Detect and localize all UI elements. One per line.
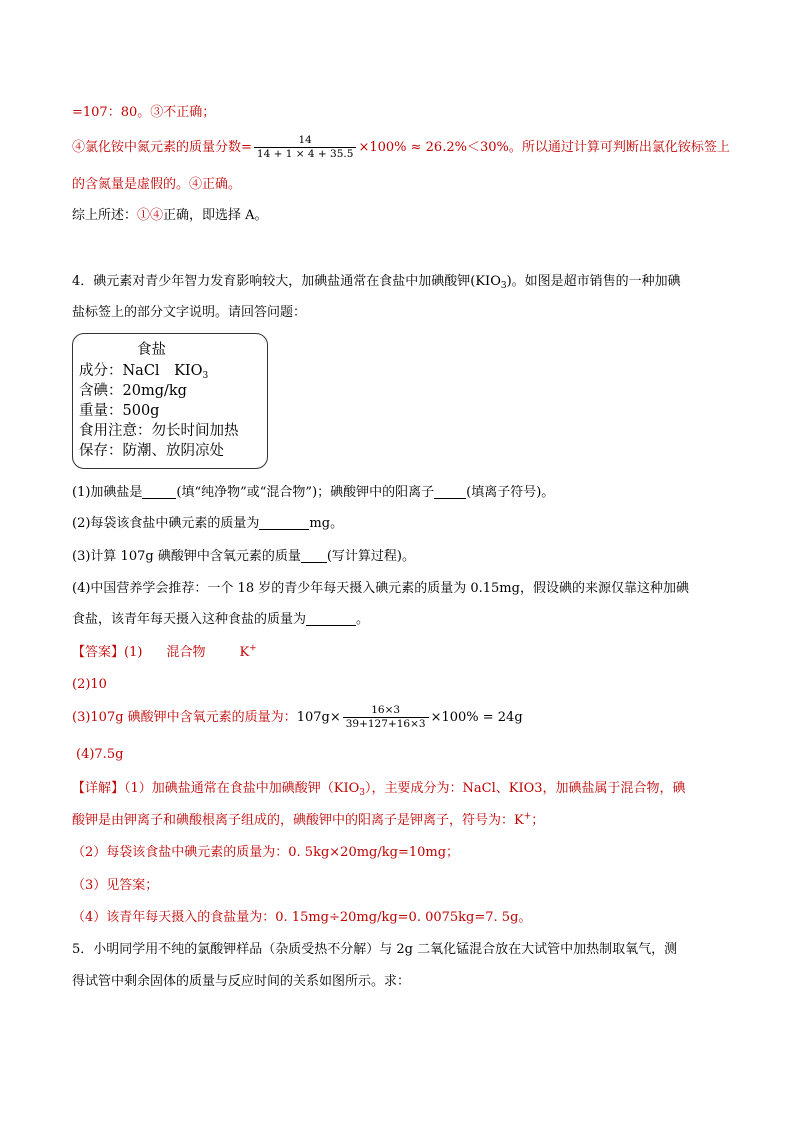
answer-1-value-2: K [239,645,250,660]
answer-tag: 【答案】 [72,645,125,660]
part-3-lead: (3)计算 107g 碘酸钾中含氧元素的质量 [72,549,301,564]
answer-1-value-1: 混合物 [166,645,206,660]
detail-line-3: （2）每袋该食盐中碘元素的质量为：0. 5kg×20mg/kg=10mg； [72,845,460,860]
fraction-denominator: 39+127+16×3 [343,717,429,731]
nitrogen-fraction [254,134,357,161]
q4-part-2 [72,515,343,533]
part-4-lead: 食盐，该青年每天摄入这种食盐的质量为 [72,612,307,627]
part-1-mid: (填“纯净物”或“混合物”)；碘酸钾中的阳离子 [176,485,435,500]
answer-line-4: (4)7.5g [76,747,124,762]
q4-part-1 [72,484,554,502]
detail-tag: 【详解】 [72,781,125,796]
salt-label-box [72,333,268,469]
detail-2-superscript: + [523,811,532,822]
q4-stem-line-2: 盐标签上的部分文字说明。请回答问题： [72,305,307,320]
part-1-tail: (填离子符号)。 [466,485,555,500]
answer-1-superscript: + [249,643,257,654]
q4-stem-text-end: )。如图是超市销售的一种加碘 [506,274,681,289]
oxygen-fraction [343,704,429,731]
salt-label-weight: 重量：500g [79,403,160,419]
answer-blank[interactable] [306,611,356,626]
part-2-lead: (2)每袋该食盐中碘元素的质量为 [72,516,260,531]
prev-line-1: =107：80。③不正确； [72,105,216,120]
fraction-numerator: 14 [298,134,312,146]
answer-blank[interactable] [301,548,327,563]
answer-3-lead: (3)107g 碘酸钾中含氧元素的质量为： [72,710,297,725]
q4-part-4-line-1: (4)中国营养学会推荐：一个 18 岁的青少年每天摄入碘元素的质量为 0.15mg，假设碘的来源仅靠这种加碘 [72,581,689,596]
ingredients-subscript: 3 [202,371,209,381]
prev-line-2-lead: ④氯化铵中氮元素的质量分数= [72,140,252,155]
fraction-denominator: 14 + 1 × 4 + 35.5 [254,147,357,161]
detail-2-lead: 酸钾是由钾离子和碘酸根离子组成的，碘酸钾中的阳离子是钾离子，符号为：K [72,813,524,828]
detail-line-1 [72,780,686,802]
answer-blank[interactable] [142,484,176,499]
detail-line-2 [72,812,544,830]
part-3-tail: (写计算过程)。 [326,549,415,564]
part-4-tail: 。 [356,612,370,627]
summary-tail: 正确，即选择 A。 [163,208,268,223]
answer-line-1 [72,644,257,662]
summary-lead: 综上所述： [72,208,138,223]
q4-stem-text: 4．碘元素对青少年智力发育影响较大，加碘盐通常在食盐中加碘酸钾(KIO [72,274,501,289]
answer-3-mass: 107g× [296,710,341,725]
salt-label-title: 食盐 [137,342,166,358]
answer-line-3 [72,704,523,732]
q4-stem-line-1 [72,273,681,295]
q4-part-3 [72,548,415,566]
q5-line-1: 5．小明同学用不纯的氯酸钾样品（杂质受热不分解）与 2g 二氧化锰混合放在大试管中加热制取氧气，测 [72,942,678,957]
q4-part-4-line-2 [72,611,369,629]
prev-line-2-tail: ×100% ≈ 26.2%＜30%。所以通过计算可判断出氯化铵标签上 [358,140,730,155]
q4-stem-subscript: 3 [500,281,507,291]
detail-1-tail: ），主要成分为：NaCl、KIO3，加碘盐属于混合物，碘 [365,781,686,796]
detail-1-subscript: 3 [359,788,366,798]
answer-3-result: ×100% = 24g [430,710,523,725]
detail-2-tail: ； [531,813,545,828]
answer-1-number: (1) [124,645,143,660]
prev-line-2 [72,134,730,162]
q5-line-2: 得试管中剩余固体的质量与反应时间的关系如图所示。求： [72,974,411,989]
part-1-lead: (1)加碘盐是 [72,485,143,500]
fraction-numerator: 16×3 [371,704,401,716]
answer-blank[interactable] [259,515,309,530]
detail-line-5: （4）该青年每天摄入的食盐量为：0. 15mg÷20mg/kg=0. 0075kg=7. 5g。 [72,910,532,925]
detail-line-4: （3）见答案； [72,878,159,893]
salt-label-usage: 食用注意：勿长时间加热 [79,423,239,439]
answer-line-2: (2)10 [72,677,107,692]
detail-1-lead: （1）加碘盐通常在食盐中加碘酸钾（KIO [124,781,360,796]
part-2-tail: mg。 [309,516,344,531]
prev-line-3: 的含氮量是虚假的。④正确。 [72,177,242,192]
prev-line-4 [72,207,268,225]
ingredients-text: 成分：NaCl KIO [79,363,203,379]
salt-label-storage: 保存：防潮、放阴凉处 [79,443,224,459]
salt-label-iodine: 含碘：20mg/kg [79,383,187,399]
summary-choices: ①④ [137,208,164,223]
answer-blank[interactable] [434,484,466,499]
